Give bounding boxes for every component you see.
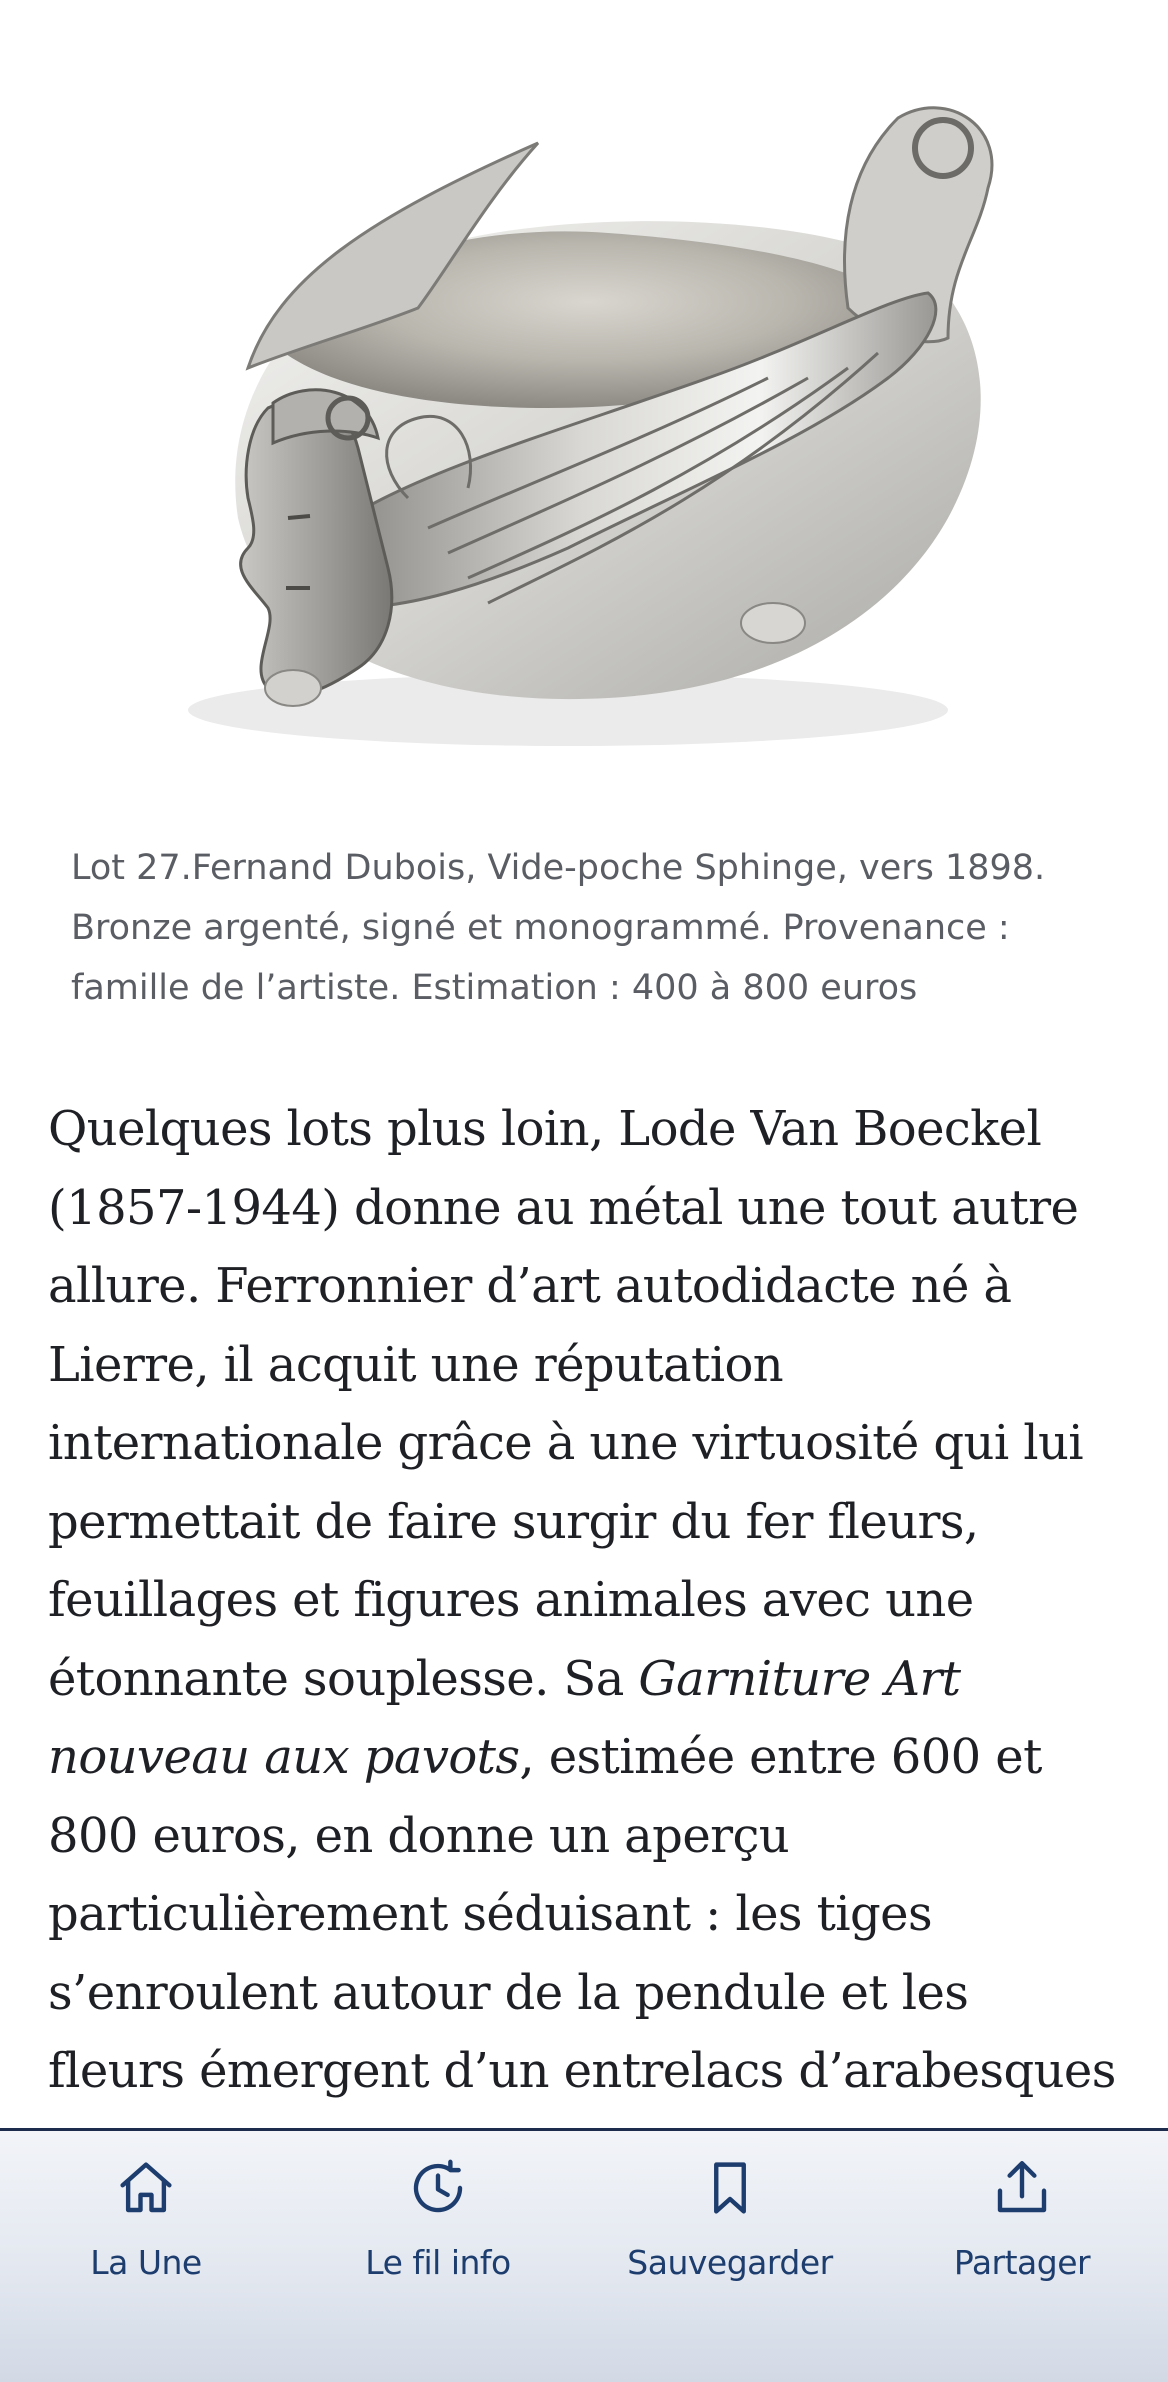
bookmark-icon — [697, 2155, 763, 2221]
nav-item-la-une[interactable] — [0, 2131, 292, 2382]
artwork-title: Garniture Art — [638, 1650, 961, 1707]
paragraph-line: (1857-1944) donne au métal une tout autre — [48, 1179, 1079, 1236]
paragraph-line: Lierre, il acquit une réputation — [48, 1336, 784, 1393]
paragraph-line: feuillages et figures animales avec une — [48, 1572, 974, 1628]
article-paragraph — [48, 1090, 1128, 2111]
paragraph-line — [48, 1718, 1128, 1797]
paragraph-line — [48, 1640, 1128, 1719]
paragraph-text: , estimée entre 600 et — [519, 1729, 1042, 1785]
share-icon — [989, 2155, 1055, 2221]
paragraph-line: fleurs émergent d’un entrelacs d’arabesques — [48, 2043, 1116, 2099]
paragraph-line: permettait de faire surgir du fer fleurs, — [48, 1493, 979, 1550]
paragraph-line: Quelques lots plus loin, Lode Van Boeckel — [48, 1101, 1042, 1157]
paragraph-line: s’enroulent autour de la pendule et les — [48, 1964, 969, 2021]
nav-label: Sauvegarder — [627, 2243, 833, 2282]
caption-line: Lot 27.Fernand Dubois, Vide-poche Sphinge, vers 1898. — [71, 848, 1046, 888]
nav-label: Le fil info — [365, 2243, 511, 2282]
nav-label: Partager — [953, 2243, 1091, 2282]
caption-line: Bronze argenté, signé et monogrammé. Provenance : — [71, 908, 1010, 948]
paragraph-line: 800 euros, en donne un aperçu — [48, 1807, 790, 1864]
nav-item-partager[interactable] — [876, 2131, 1168, 2382]
history-clock-icon — [405, 2155, 471, 2221]
nav-item-le-fil-info[interactable] — [292, 2131, 584, 2382]
paragraph-line: allure. Ferronnier d’art autodidacte né à — [48, 1258, 1012, 1314]
artwork-title: nouveau aux pavots — [48, 1729, 520, 1785]
paragraph-line: particulièrement séduisant : les tiges — [48, 1886, 932, 1942]
paragraph-text: étonnante souplesse. Sa — [48, 1650, 639, 1707]
paragraph-line: internationale grâce à une virtuosité qui lui — [48, 1415, 1084, 1471]
bottom-navigation-bar — [0, 2128, 1168, 2382]
nav-label: La Une — [90, 2243, 202, 2282]
article-photo — [48, 48, 1120, 808]
caption-line: famille de l’artiste. Estimation : 400 à 800 euros — [71, 968, 918, 1008]
photo-caption — [71, 838, 1111, 1018]
home-icon — [113, 2155, 179, 2221]
silver-vide-poche-image — [48, 48, 1120, 808]
nav-item-sauvegarder[interactable] — [584, 2131, 876, 2382]
